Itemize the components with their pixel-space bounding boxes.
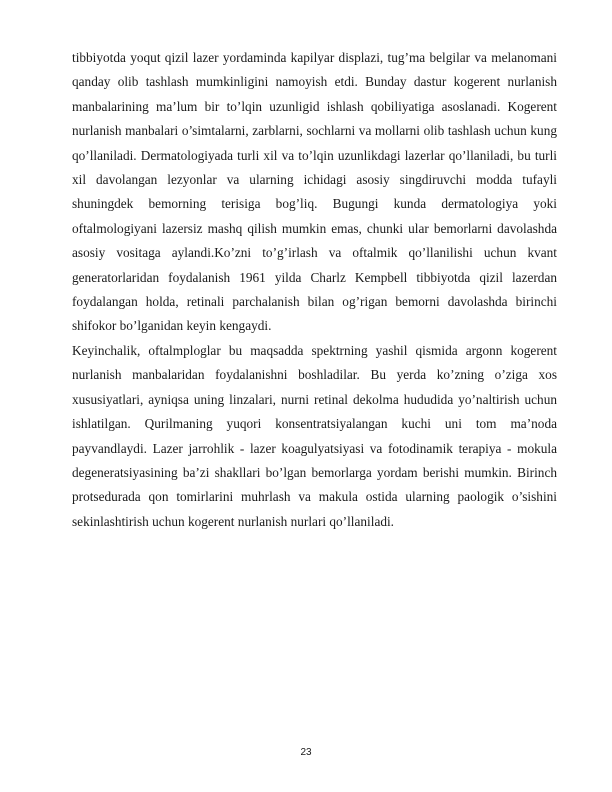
paragraph-1: tibbiyotda yoqut qizil lazer yordaminda kapilyar displazi, tug’ma belgilar va melanomani qanday olib tashlash mumkinligini namoyish etdi. Bunday dastur kogerent nurlanish manbalarining ma’lum bir to’lqin uzunligid ishlash qobiliyatiga asoslanadi. Kogerent nurlanish manbalari o’simtalarni, zarblarni, sochlarni va mollarni olib tashlash uchun kung qo’llaniladi. Dermatologiyada turli xil va to’lqin uzunlikdagi lazerlar qo’llaniladi, bu turli xil davolangan lezyonlar va ularning ichidagi asosiy singdiruvchi modda tufayli shuningdek bemorning terisiga bog’liq. Bugungi kunda dermatologiya yoki oftalmologiyani lazersiz mashq qilish mumkin emas, chunki ular bemorlarni davolashda asosiy vositaga aylandi.Ko’zni to’g’irlash va oftalmik qo’llanilishi uchun kvant generatorlaridan foydalanish 1961 yilda Charlz Kempbell tibbiyotda qizil lazerdan foydalangan holda, retinali parchalanish bilan og’rigan bemorni davolashda birinchi shifokor bo’lganidan keyin kengaydi.	[72, 50, 557, 334]
paragraph-2: Keyinchalik, oftalmploglar bu maqsadda spektrning yashil qismida argonn kogerent nurlanish manbalaridan foydalanishni boshladilar. Bu yerda ko’zning o’ziga xos xususiyatlari, ayniqsa uning linzalari, nurni retinal dekolma hududida yo’naltirish uchun ishlatilgan. Qurilmaning yuqori konsentratsiyalangan kuchi uni tom ma’noda payvandlaydi. Lazer jarrohlik - lazer koagulyatsiyasi va fotodinamik terapiya - mokula degeneratsiyasining ba’zi shakllari bo’lgan bemorlarga yordam berishi mumkin. Birinch protsedurada qon tomirlarini muhrlash va makula ostida ularning paologik o’sishini sekinlashtirish uchun kogerent nurlanish nurlari qo’llaniladi.	[72, 342, 557, 529]
page-number: 23	[300, 747, 312, 758]
body-text	[72, 46, 557, 534]
